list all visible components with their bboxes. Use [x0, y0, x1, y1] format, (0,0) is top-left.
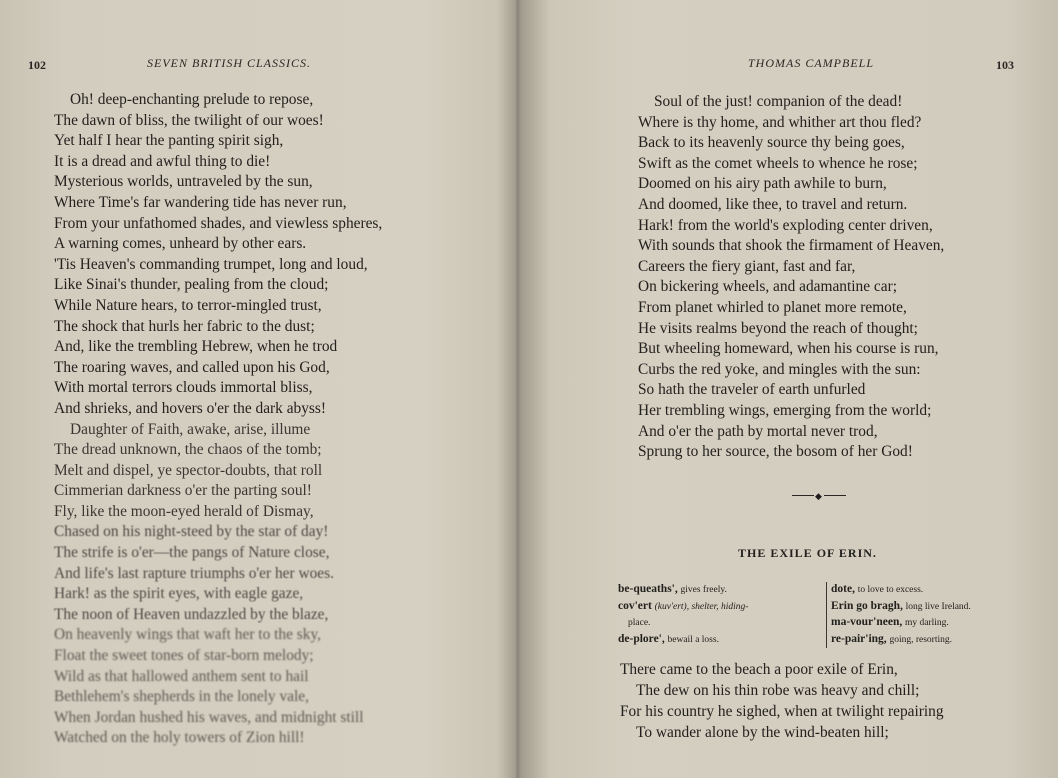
glossary-word: de-plore',	[618, 632, 665, 645]
poem-title: THE EXILE OF ERIN.	[738, 546, 877, 560]
poem-line: Float the sweet tones of star-born melody;	[54, 647, 314, 665]
poem-line: Swift as the comet wheels to whence he rose;	[638, 154, 918, 172]
poem-line: From your unfathomed shades, and viewless spheres,	[54, 214, 383, 232]
right-page	[524, 0, 1058, 778]
poem-line: Cimmerian darkness o'er the parting soul!	[54, 482, 312, 500]
poem-line: While Nature hears, to terror-mingled trust,	[54, 296, 322, 314]
glossary-definition: place.	[628, 618, 651, 628]
poem-line: Bethlehem's shepherds in the lonely vale,	[54, 688, 309, 706]
poem-line: Soul of the just! companion of the dead!	[654, 93, 903, 110]
running-head: SEVEN BRITISH CLASSICS.	[147, 56, 311, 70]
poem-line: 'Tis Heaven's commanding trumpet, long and loud,	[54, 255, 368, 273]
page-number: 103	[996, 58, 1014, 72]
ornament-diamond-icon: ◆	[815, 491, 822, 501]
poem-line: And life's last rapture triumphs o'er her woes.	[54, 564, 334, 582]
glossary-definition: bewail a loss.	[667, 634, 719, 645]
poem-line: And doomed, like thee, to travel and return.	[638, 195, 908, 213]
glossary-column	[826, 582, 1033, 648]
ornament-rule	[792, 495, 814, 496]
poem-line: With mortal terrors clouds immortal bliss,	[54, 379, 313, 397]
stanza-line: For his country he sighed, when at twilight repairing	[620, 703, 944, 720]
poem-line: On bickering wheels, and adamantine car;	[638, 278, 897, 296]
glossary-definition: (kuv'ert), shelter, hiding-	[654, 601, 749, 612]
poem-line: Daughter of Faith, awake, arise, illume	[70, 420, 311, 438]
poem-line: Back to its heavenly source thy being goes,	[638, 134, 905, 152]
poem-line: The dread unknown, the chaos of the tomb;	[54, 441, 322, 459]
glossary-entry	[831, 632, 1033, 649]
stanza-line: There came to the beach a poor exile of Erin,	[620, 661, 898, 678]
glossary-entry	[831, 582, 1033, 599]
poem-line: Watched on the holy towers of Zion hill!	[54, 729, 305, 747]
ornament-rule	[824, 495, 846, 496]
poem-line: Wild as that hallowed anthem sent to hail	[54, 667, 309, 685]
glossary-word: dote,	[831, 583, 855, 595]
glossary-definition: long live Ireland.	[905, 601, 971, 612]
page-number: 102	[28, 58, 46, 72]
poem-line: So hath the traveler of earth unfurled	[638, 381, 866, 399]
glossary-entry	[618, 632, 820, 649]
poem-line: Where is thy home, and whither art thou fled?	[638, 113, 922, 131]
poem-line: Careers the fiery giant, fast and far,	[638, 257, 856, 275]
poem-line: And o'er the path by mortal never trod,	[638, 422, 878, 440]
poem-line: A warning comes, unheard by other ears.	[54, 235, 307, 253]
poem-text	[638, 92, 944, 463]
poem-line: Sprung to her source, the bosom of her God!	[638, 443, 913, 461]
poem-line: Like Sinai's thunder, pealing from the cloud;	[54, 276, 329, 294]
poem-line: Hark! from the world's exploding center driven,	[638, 216, 933, 234]
poem-line: The noon of Heaven undazzled by the blaze,	[54, 605, 329, 623]
poem-line: The shock that hurls her fabric to the dust;	[54, 317, 315, 335]
glossary-definition: my darling.	[904, 618, 949, 628]
glossary-definition: gives freely.	[680, 585, 727, 595]
poem-line: Her trembling wings, emerging from the world;	[638, 401, 932, 419]
glossary-definition: going, resorting.	[889, 634, 952, 645]
glossary-definition: to love to excess.	[857, 585, 924, 595]
poem-line: It is a dread and awful thing to die!	[54, 152, 271, 170]
glossary-word: ma-vour'neen,	[831, 616, 903, 628]
poem-line: Mysterious worlds, untraveled by the sun,	[54, 173, 313, 191]
poem-line: Fly, like the moon-eyed herald of Dismay,	[54, 502, 314, 520]
poem-line: And, like the trembling Hebrew, when he trod	[54, 338, 338, 356]
poem-line: When Jordan hushed his waves, and midnight still	[54, 708, 364, 726]
section-ornament	[792, 489, 846, 503]
poem-line: Yet half I hear the panting spirit sigh,	[54, 132, 284, 150]
running-head: THOMAS CAMPBELL	[748, 56, 874, 70]
glossary-entry	[831, 599, 1033, 616]
glossary-word: re-pair'ing,	[831, 632, 887, 645]
glossary-entry	[618, 615, 820, 632]
poem-line: Oh! deep-enchanting prelude to repose,	[70, 91, 314, 108]
glossary-word: be-queaths',	[618, 583, 678, 595]
stanza-line: To wander alone by the wind-beaten hill;	[636, 724, 889, 741]
poem-line: The dawn of bliss, the twilight of our woes!	[54, 111, 324, 129]
glossary-word: Erin go bragh,	[831, 599, 903, 612]
poem-line: Doomed on his airy path awhile to burn,	[638, 175, 887, 193]
glossary-column	[618, 582, 820, 648]
poem-line: Curbs the red yoke, and mingles with the sun:	[638, 360, 921, 378]
poem-line: On heavenly wings that waft her to the sky,	[54, 626, 321, 644]
glossary-entry	[618, 599, 820, 616]
poem-line: He visits realms beyond the reach of thought;	[638, 319, 918, 337]
poem-line: The strife is o'er—the pangs of Nature close,	[54, 544, 330, 562]
poem-line: But wheeling homeward, when his course is run,	[638, 340, 939, 358]
left-page	[0, 0, 512, 778]
poem-text	[54, 90, 382, 749]
poem-line: Melt and dispel, ye spector-doubts, that roll	[54, 461, 323, 479]
glossary-entry	[831, 615, 1033, 632]
poem-stanza	[620, 659, 944, 743]
poem-line: From planet whirled to planet more remote,	[638, 298, 907, 316]
poem-line: Chased on his night-steed by the star of day!	[54, 523, 329, 541]
poem-line: And shrieks, and hovers o'er the dark abyss!	[54, 399, 327, 417]
glossary-entry	[618, 582, 820, 599]
poem-line: Hark! as the spirit eyes, with eagle gaze,	[54, 585, 304, 603]
poem-line: The roaring waves, and called upon his God,	[54, 358, 330, 376]
poem-line: With sounds that shook the firmament of Heaven,	[638, 237, 945, 255]
glossary-word: cov'ert	[618, 599, 652, 612]
poem-line: Where Time's far wandering tide has never run,	[54, 193, 347, 211]
stanza-line: The dew on his thin robe was heavy and chill;	[636, 682, 920, 699]
